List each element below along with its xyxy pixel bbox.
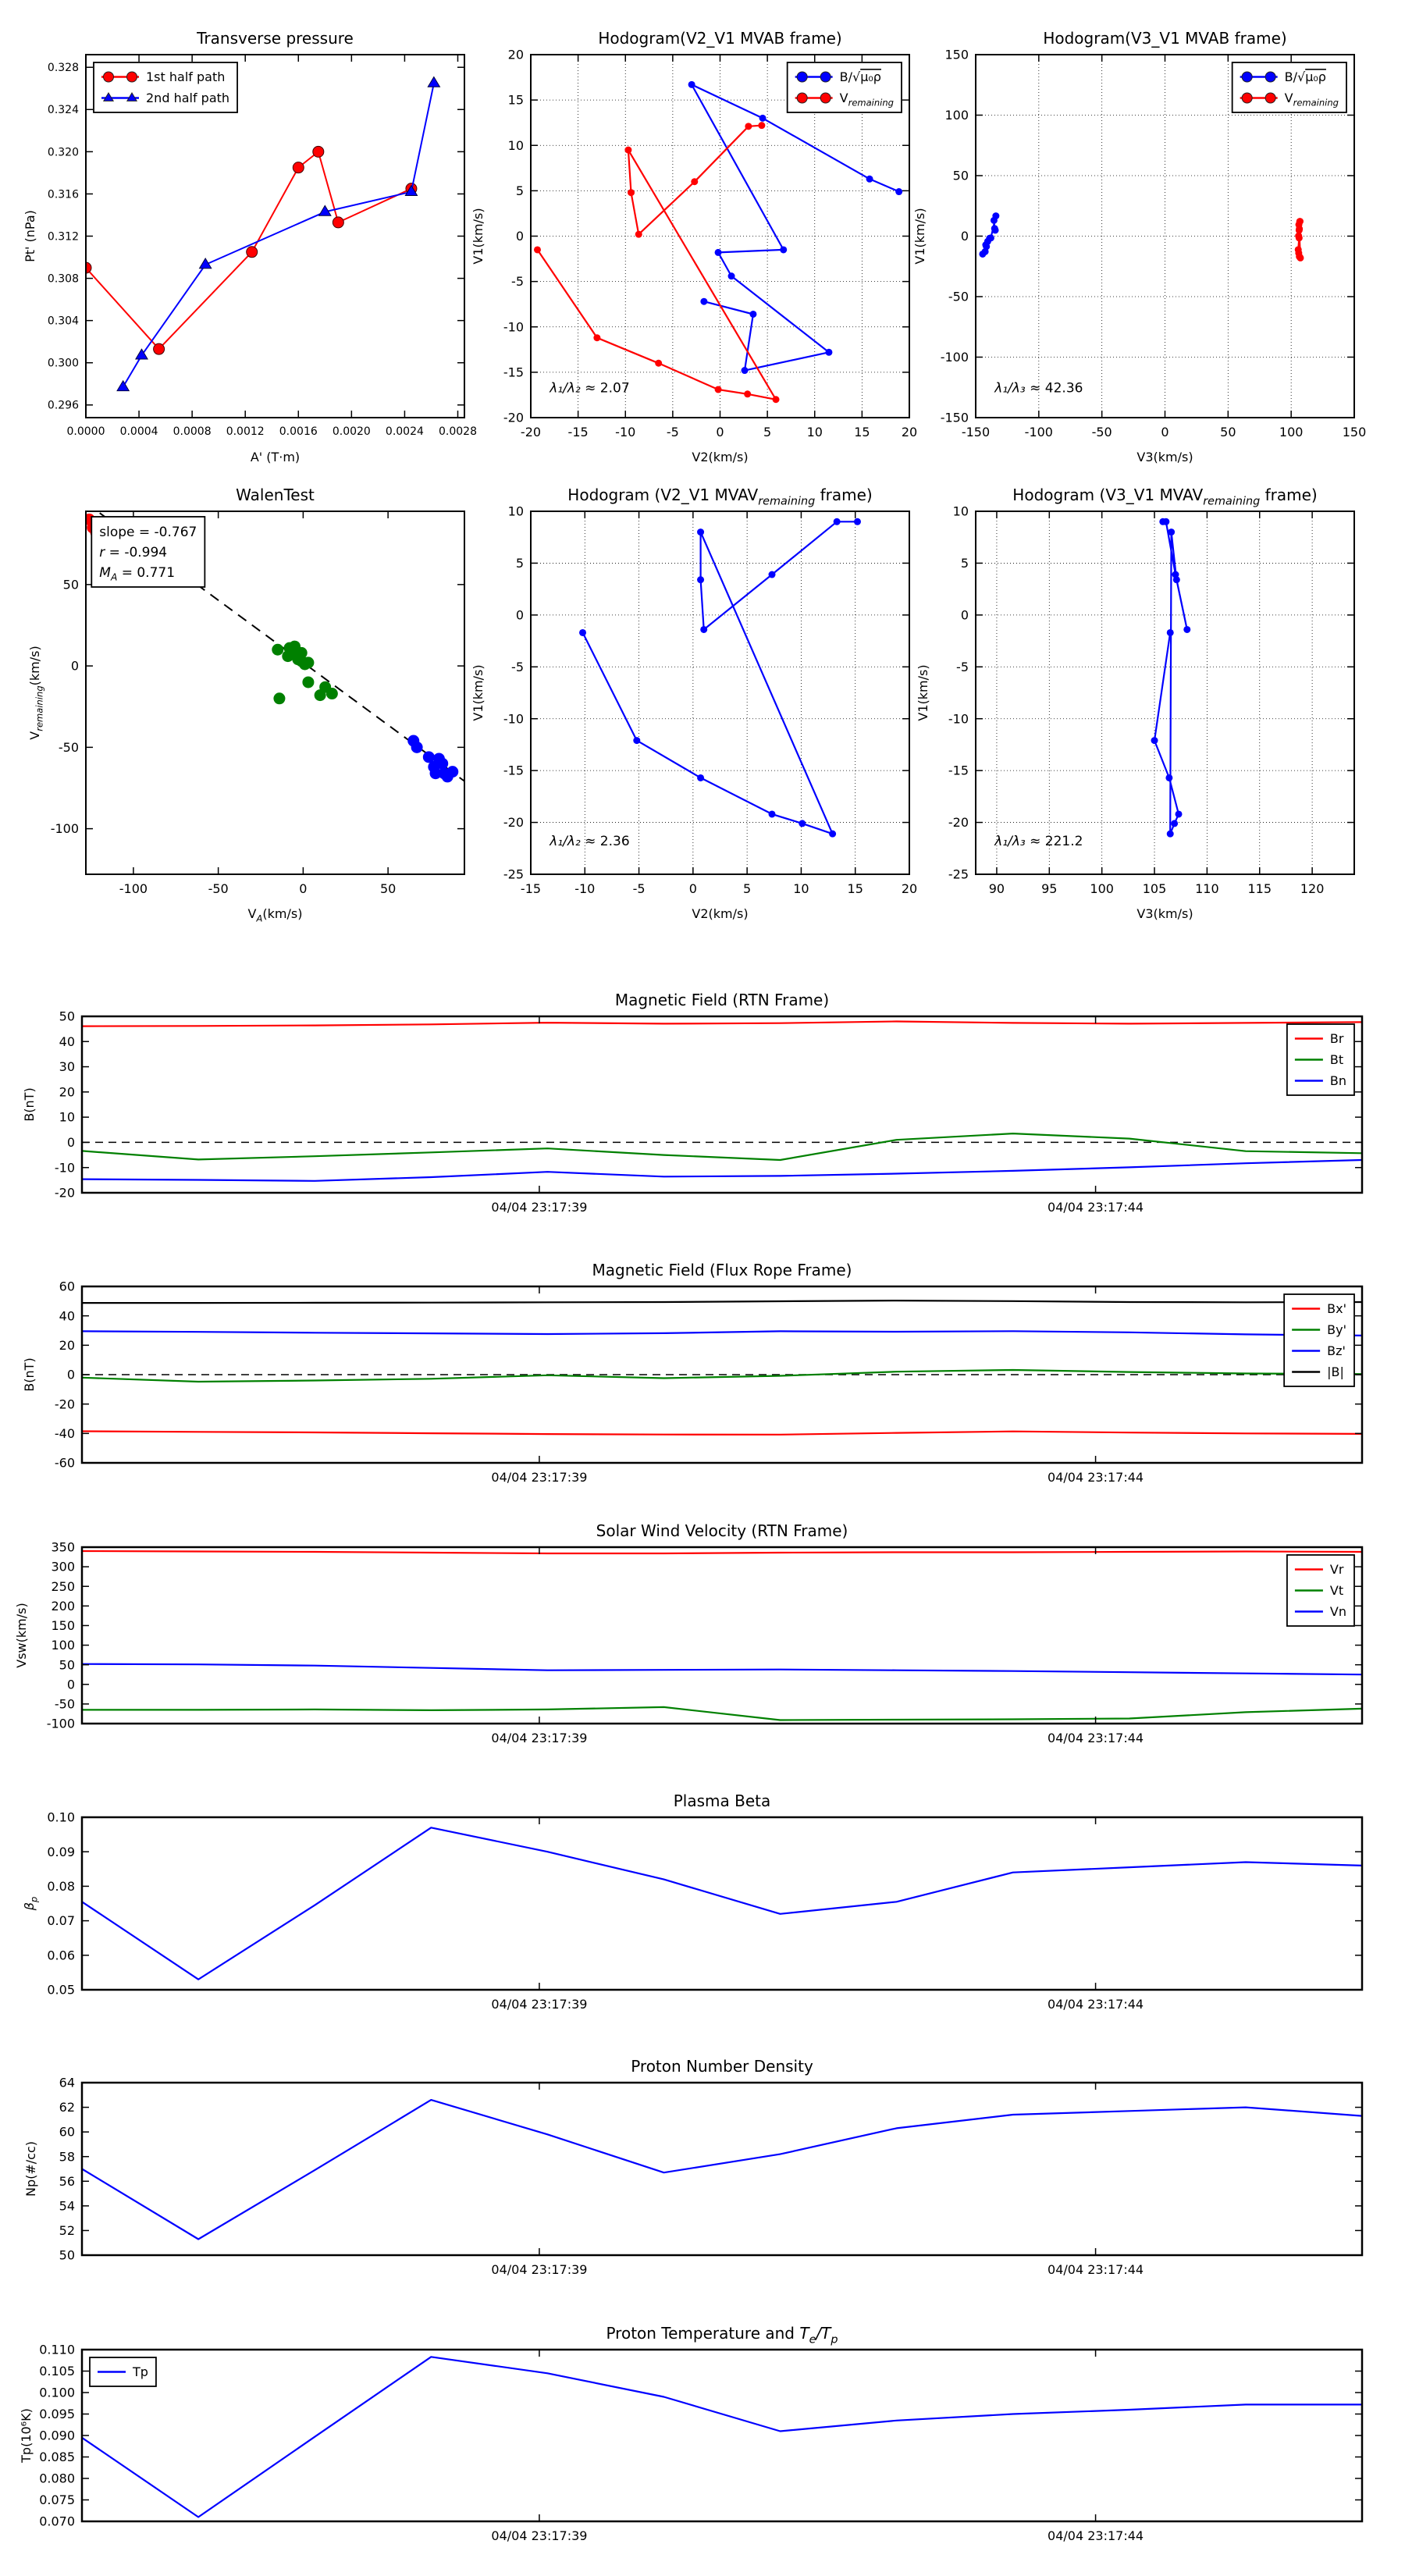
legend [94, 62, 237, 112]
y-tick-label: 0 [66, 1367, 75, 1382]
x-tick-label: 0 [299, 881, 308, 896]
x-tick-label: -20 [520, 425, 542, 439]
x-tick-label: 115 [1247, 881, 1272, 896]
chart-hodogram-v3v1-mvav [916, 486, 1354, 921]
y-tick-label: 0.085 [39, 2450, 75, 2465]
x-axis-label: V3(km/s) [1136, 906, 1193, 921]
y-tick-label: 10 [59, 1109, 75, 1125]
chart-title: Plasma Beta [673, 1791, 771, 1810]
y-tick-label: 10 [507, 503, 524, 519]
axes-frame [531, 511, 909, 874]
chart-proton-temperature [19, 2324, 1362, 2543]
legend-label: Vr [1329, 1562, 1344, 1578]
x-tick-label: -10 [615, 425, 636, 439]
chart-hodogram-v2v1-mvav [471, 486, 917, 921]
lambda-annotation: λ₁/λ₃ ≈ 221.2 [994, 833, 1083, 849]
chart-magnetic-field-rtn [22, 991, 1362, 1215]
legend-label: Bt [1329, 1052, 1344, 1068]
y-tick-label: 0.304 [47, 315, 79, 328]
y-tick-label: -20 [503, 815, 524, 831]
legend-label: Bx' [1327, 1301, 1346, 1317]
y-tick-label: 0.05 [47, 1982, 75, 1998]
y-tick-label: 0.328 [47, 62, 79, 75]
axes-frame [82, 1817, 1362, 1990]
chart-title: Hodogram(V2_V1 MVAB frame) [598, 29, 842, 48]
x-tick-label: 0.0012 [226, 425, 265, 438]
series-hodogram-path-line [583, 521, 858, 834]
x-tick-label: 0.0024 [385, 425, 424, 438]
y-axis-label: Tp(10⁶K) [19, 2408, 34, 2463]
x-tick-label: 110 [1195, 881, 1219, 896]
series-beta-p-line [82, 1827, 1362, 1979]
legend-label: $V_{remaining}$ [1284, 91, 1339, 109]
y-tick-label: 0 [960, 607, 969, 623]
y-axis-label: V1(km/s) [916, 664, 930, 721]
series-Tp-line [82, 2357, 1362, 2517]
x-tick-label: 0.0016 [279, 425, 318, 438]
y-tick-label: -15 [948, 763, 969, 778]
lambda-annotation: λ₁/λ₂ ≈ 2.36 [550, 833, 630, 849]
y-tick-label: -20 [54, 1185, 75, 1201]
legend-label: 2nd half path [146, 91, 230, 106]
y-tick-label: 300 [51, 1559, 75, 1574]
series-V-remaining-markers [534, 122, 780, 403]
x-tick-label: 10 [793, 881, 809, 896]
y-tick-label: 0 [960, 229, 969, 244]
chart-hodogram-v3v1-mvab [912, 29, 1366, 464]
chart-solar-wind-velocity [14, 1521, 1362, 1745]
series-B-over-sqrt-mu0rho-line [692, 84, 899, 370]
x-tick-label: 100 [1279, 425, 1304, 439]
legend-label: By' [1327, 1322, 1346, 1338]
x-tick-label: 5 [743, 881, 752, 896]
legend-label: Bz' [1327, 1343, 1346, 1359]
y-tick-label: -50 [58, 739, 79, 755]
y-tick-label: -20 [948, 815, 969, 831]
y-tick-label: -50 [948, 289, 969, 304]
x-tick-label: 150 [1342, 425, 1367, 439]
x-axis-label: V2(km/s) [692, 906, 749, 921]
series-second-half-path-line [123, 84, 434, 387]
y-tick-label: 150 [944, 47, 969, 62]
chart-title: Magnetic Field (Flux Rope Frame) [592, 1261, 852, 1279]
y-tick-label: 5 [960, 556, 969, 571]
series-By-prime-line [82, 1370, 1362, 1382]
y-tick-label: 0.06 [47, 1948, 75, 1963]
y-tick-label: 0.08 [47, 1879, 75, 1894]
y-tick-label: 0.324 [47, 104, 79, 117]
y-axis-label: V1(km/s) [912, 208, 927, 265]
chart-plasma-beta [22, 1791, 1362, 2012]
y-tick-label: -20 [503, 410, 524, 425]
y-tick-label: 20 [507, 47, 524, 62]
y-tick-label: 50 [59, 1009, 75, 1024]
y-tick-label: 0.300 [47, 357, 79, 370]
y-axis-label: B(nT) [22, 1357, 37, 1392]
y-tick-label: 15 [507, 92, 524, 108]
y-tick-label: 0.320 [47, 146, 79, 159]
x-tick-label: 04/04 23:17:44 [1048, 1200, 1144, 1215]
x-tick-label: 5 [763, 425, 772, 439]
series-first-half-path-markers [80, 146, 417, 354]
chart-title: Transverse pressure [197, 29, 354, 48]
legend [1232, 62, 1346, 112]
chart-title: Proton Number Density [631, 2057, 813, 2076]
y-tick-label: -5 [511, 659, 524, 674]
x-tick-label: 04/04 23:17:44 [1048, 1470, 1144, 1485]
x-axis-label: V3(km/s) [1136, 450, 1193, 464]
legend [1284, 1294, 1354, 1386]
y-tick-label: 0.07 [47, 1913, 75, 1929]
y-tick-label: -150 [940, 410, 969, 425]
y-tick-label: 54 [59, 2198, 75, 2214]
y-tick-label: 40 [59, 1308, 75, 1324]
x-tick-label: -10 [574, 881, 596, 896]
x-tick-label: 95 [1041, 881, 1058, 896]
y-tick-label: 0.316 [47, 188, 79, 201]
y-tick-label: 0.070 [39, 2514, 75, 2529]
y-tick-label: 0.095 [39, 2407, 75, 2422]
y-tick-label: 100 [944, 108, 969, 123]
series-Vn-line [82, 1664, 1362, 1675]
series-walen-blue-cluster-markers [407, 735, 458, 783]
series-Np-line [82, 2100, 1362, 2239]
x-tick-label: 0.0004 [119, 425, 158, 438]
y-tick-label: 10 [952, 503, 969, 519]
y-tick-label: 60 [59, 2124, 75, 2140]
legend-label: B/√μ₀ρ [839, 69, 881, 85]
y-tick-label: -25 [503, 866, 524, 882]
x-tick-label: -50 [1091, 425, 1112, 439]
axes-frame [976, 511, 1354, 874]
x-tick-label: 120 [1300, 881, 1325, 896]
x-tick-label: 04/04 23:17:39 [491, 2528, 588, 2543]
axes-frame [82, 2350, 1362, 2521]
stats-annotation-box [91, 517, 205, 587]
legend-label: Vn [1329, 1604, 1347, 1620]
legend [90, 2357, 156, 2386]
x-axis-label: V2(km/s) [692, 450, 749, 464]
y-tick-label: 0.296 [47, 399, 79, 412]
chart-transverse-pressure [23, 29, 477, 464]
chart-walen-test [27, 486, 464, 923]
series-V-remaining-line [538, 126, 777, 400]
chart-magnetic-field-flux-rope [22, 1261, 1362, 1485]
chart-title: Hodogram (V2_V1 $MVAV_{remaining}$ frame) [567, 486, 873, 508]
y-tick-label: -60 [54, 1455, 75, 1471]
y-tick-label: 0 [66, 1135, 75, 1151]
legend-label: Tp [133, 2364, 148, 2380]
legend-label: Br [1329, 1031, 1344, 1047]
y-tick-label: -10 [503, 319, 524, 335]
legend [788, 62, 902, 112]
y-tick-label: 50 [59, 2247, 75, 2263]
y-tick-label: -50 [54, 1696, 75, 1712]
y-tick-label: 20 [59, 1337, 75, 1353]
series-B-magnitude-line [82, 1300, 1362, 1303]
y-axis-label: Np(#/cc) [23, 2141, 38, 2197]
y-tick-label: 200 [51, 1598, 75, 1614]
y-tick-label: 64 [59, 2075, 75, 2090]
x-tick-label: -100 [1024, 425, 1053, 439]
chart-title: WalenTest [236, 486, 315, 504]
y-tick-label: 58 [59, 2149, 75, 2165]
series-second-half-path-markers [117, 76, 439, 390]
y-tick-label: -5 [511, 274, 524, 290]
y-tick-label: 20 [59, 1084, 75, 1100]
x-tick-label: 04/04 23:17:39 [491, 1200, 588, 1215]
x-tick-label: -50 [208, 881, 229, 896]
x-tick-label: 15 [854, 425, 870, 439]
x-tick-label: -15 [520, 881, 542, 896]
x-tick-label: 50 [1220, 425, 1236, 439]
x-tick-label: 0.0008 [173, 425, 212, 438]
axes-frame [82, 1547, 1362, 1724]
x-tick-label: 0.0028 [438, 425, 477, 438]
chart-hodogram-v2v1-mvab [471, 29, 917, 464]
y-tick-label: -100 [46, 1716, 75, 1731]
series-hodogram-path-line [1154, 521, 1187, 834]
y-tick-label: 0.312 [47, 230, 79, 244]
series-Bz-prime-line [82, 1331, 1362, 1336]
x-tick-label: 0 [716, 425, 724, 439]
y-tick-label: -5 [956, 659, 969, 674]
y-axis-label: $\beta_p$ [22, 1896, 40, 1911]
y-axis-label: Vsw(km/s) [14, 1603, 29, 1668]
y-tick-label: 0 [66, 1677, 75, 1692]
x-tick-label: 15 [847, 881, 863, 896]
legend-label: |B| [1327, 1364, 1344, 1380]
y-tick-label: 50 [62, 577, 79, 592]
x-tick-label: 04/04 23:17:39 [491, 1470, 588, 1485]
y-tick-label: 250 [51, 1578, 75, 1594]
x-tick-label: -5 [666, 425, 679, 439]
y-tick-label: -100 [940, 350, 969, 365]
stats-line: slope = -0.767 [99, 524, 197, 540]
y-tick-label: 30 [59, 1059, 75, 1075]
y-tick-label: -15 [503, 365, 524, 380]
y-axis-label: Pt' (nPa) [23, 210, 37, 262]
series-V-remaining-markers [1295, 218, 1304, 262]
y-tick-label: -25 [948, 866, 969, 882]
y-tick-label: 0.100 [39, 2385, 75, 2400]
x-tick-label: 04/04 23:17:39 [491, 1731, 588, 1745]
y-tick-label: 150 [51, 1618, 75, 1634]
y-tick-label: -10 [948, 711, 969, 727]
chart-title: Hodogram(V3_V1 MVAB frame) [1043, 29, 1287, 48]
chart-title: Solar Wind Velocity (RTN Frame) [596, 1521, 848, 1540]
series-hodogram-path-markers [579, 518, 861, 838]
y-tick-label: 0.105 [39, 2364, 75, 2379]
y-tick-label: -10 [503, 711, 524, 727]
legend [1287, 1555, 1354, 1626]
x-axis-label: A' (T·m) [250, 450, 301, 464]
x-tick-label: 04/04 23:17:44 [1048, 1997, 1144, 2012]
series-Vt-line [82, 1707, 1362, 1720]
chart-proton-number-density [23, 2057, 1362, 2277]
y-axis-label: B(nT) [22, 1087, 37, 1122]
x-tick-label: -150 [961, 425, 991, 439]
axes-frame [82, 2083, 1362, 2255]
y-tick-label: 5 [515, 556, 524, 571]
y-tick-label: 0.308 [47, 272, 79, 286]
series-Bx-prime-line [82, 1432, 1362, 1435]
legend-label: Bn [1329, 1073, 1347, 1089]
x-tick-label: 0 [688, 881, 697, 896]
x-tick-label: -100 [119, 881, 148, 896]
x-tick-label: 20 [901, 425, 918, 439]
y-tick-label: -10 [54, 1160, 75, 1176]
y-tick-label: 10 [507, 137, 524, 153]
x-tick-label: 100 [1090, 881, 1114, 896]
x-axis-label: $V_A(km/s)$ [247, 906, 303, 924]
y-axis-label: $V_{remaining}(km/s)$ [27, 646, 45, 740]
y-axis-label: V1(km/s) [471, 208, 486, 265]
x-tick-label: 10 [806, 425, 823, 439]
x-tick-label: -15 [567, 425, 589, 439]
legend-label: 1st half path [146, 69, 226, 85]
y-tick-label: 100 [51, 1638, 75, 1653]
legend-label: B/√μ₀ρ [1284, 69, 1326, 85]
x-tick-label: 90 [988, 881, 1005, 896]
y-tick-label: 56 [59, 2173, 75, 2189]
legend [1287, 1024, 1354, 1095]
y-tick-label: 50 [952, 168, 969, 183]
y-tick-label: 52 [59, 2223, 75, 2239]
y-tick-label: 5 [515, 183, 524, 198]
y-tick-label: 0.09 [47, 1844, 75, 1859]
y-tick-label: 0.075 [39, 2492, 75, 2508]
lambda-annotation: λ₁/λ₂ ≈ 2.07 [550, 380, 630, 397]
y-tick-label: 50 [59, 1657, 75, 1673]
chart-title: Hodogram (V3_V1 $MVAV_{remaining}$ frame) [1012, 486, 1318, 508]
series-walen-green-cluster-markers [272, 641, 338, 705]
y-tick-label: 60 [59, 1279, 75, 1294]
series-B-over-sqrt-mu0rho-markers [979, 212, 999, 258]
y-tick-label: -100 [50, 821, 79, 837]
x-tick-label: 105 [1142, 881, 1167, 896]
x-tick-label: 04/04 23:17:44 [1048, 2262, 1144, 2277]
chart-title: Magnetic Field (RTN Frame) [614, 991, 830, 1009]
y-tick-label: -40 [54, 1425, 75, 1441]
y-tick-label: 0.090 [39, 2428, 75, 2443]
x-tick-label: 04/04 23:17:39 [491, 2262, 588, 2277]
y-tick-label: 0.10 [47, 1809, 75, 1825]
x-tick-label: 0 [1161, 425, 1169, 439]
x-tick-label: -5 [632, 881, 646, 896]
series-Vr-line [82, 1551, 1362, 1553]
y-tick-label: 350 [51, 1539, 75, 1555]
series-Br-line [82, 1022, 1362, 1026]
y-tick-label: 40 [59, 1034, 75, 1049]
x-tick-label: 0.0000 [66, 425, 105, 438]
x-tick-label: 50 [379, 881, 397, 896]
chart-title: Proton Temperature and $T_e/T_p$ [606, 2324, 838, 2347]
y-axis-label: V1(km/s) [471, 664, 486, 721]
y-tick-label: 0 [515, 229, 524, 244]
y-tick-label: 0 [515, 607, 524, 623]
x-tick-label: 0.0020 [332, 425, 371, 438]
y-tick-label: 0.080 [39, 2471, 75, 2486]
x-tick-label: 04/04 23:17:39 [491, 1997, 588, 2012]
x-tick-label: 20 [901, 881, 918, 896]
series-Bt-line [82, 1133, 1362, 1160]
lambda-annotation: λ₁/λ₃ ≈ 42.36 [994, 380, 1083, 397]
stats-line: r = -0.994 [99, 544, 168, 560]
stats-line: $M_A = 0.771$ [99, 564, 176, 583]
y-tick-label: 0.110 [39, 2342, 75, 2357]
legend-label: $V_{remaining}$ [839, 91, 895, 109]
y-tick-label: -20 [54, 1397, 75, 1412]
y-tick-label: -15 [503, 763, 524, 778]
legend-label: Vt [1329, 1583, 1344, 1599]
x-tick-label: 04/04 23:17:44 [1048, 1731, 1144, 1745]
y-tick-label: 0 [70, 658, 79, 674]
series-Bn-line [82, 1160, 1362, 1181]
x-tick-label: 04/04 23:17:44 [1048, 2528, 1144, 2543]
y-tick-label: 62 [59, 2100, 75, 2115]
